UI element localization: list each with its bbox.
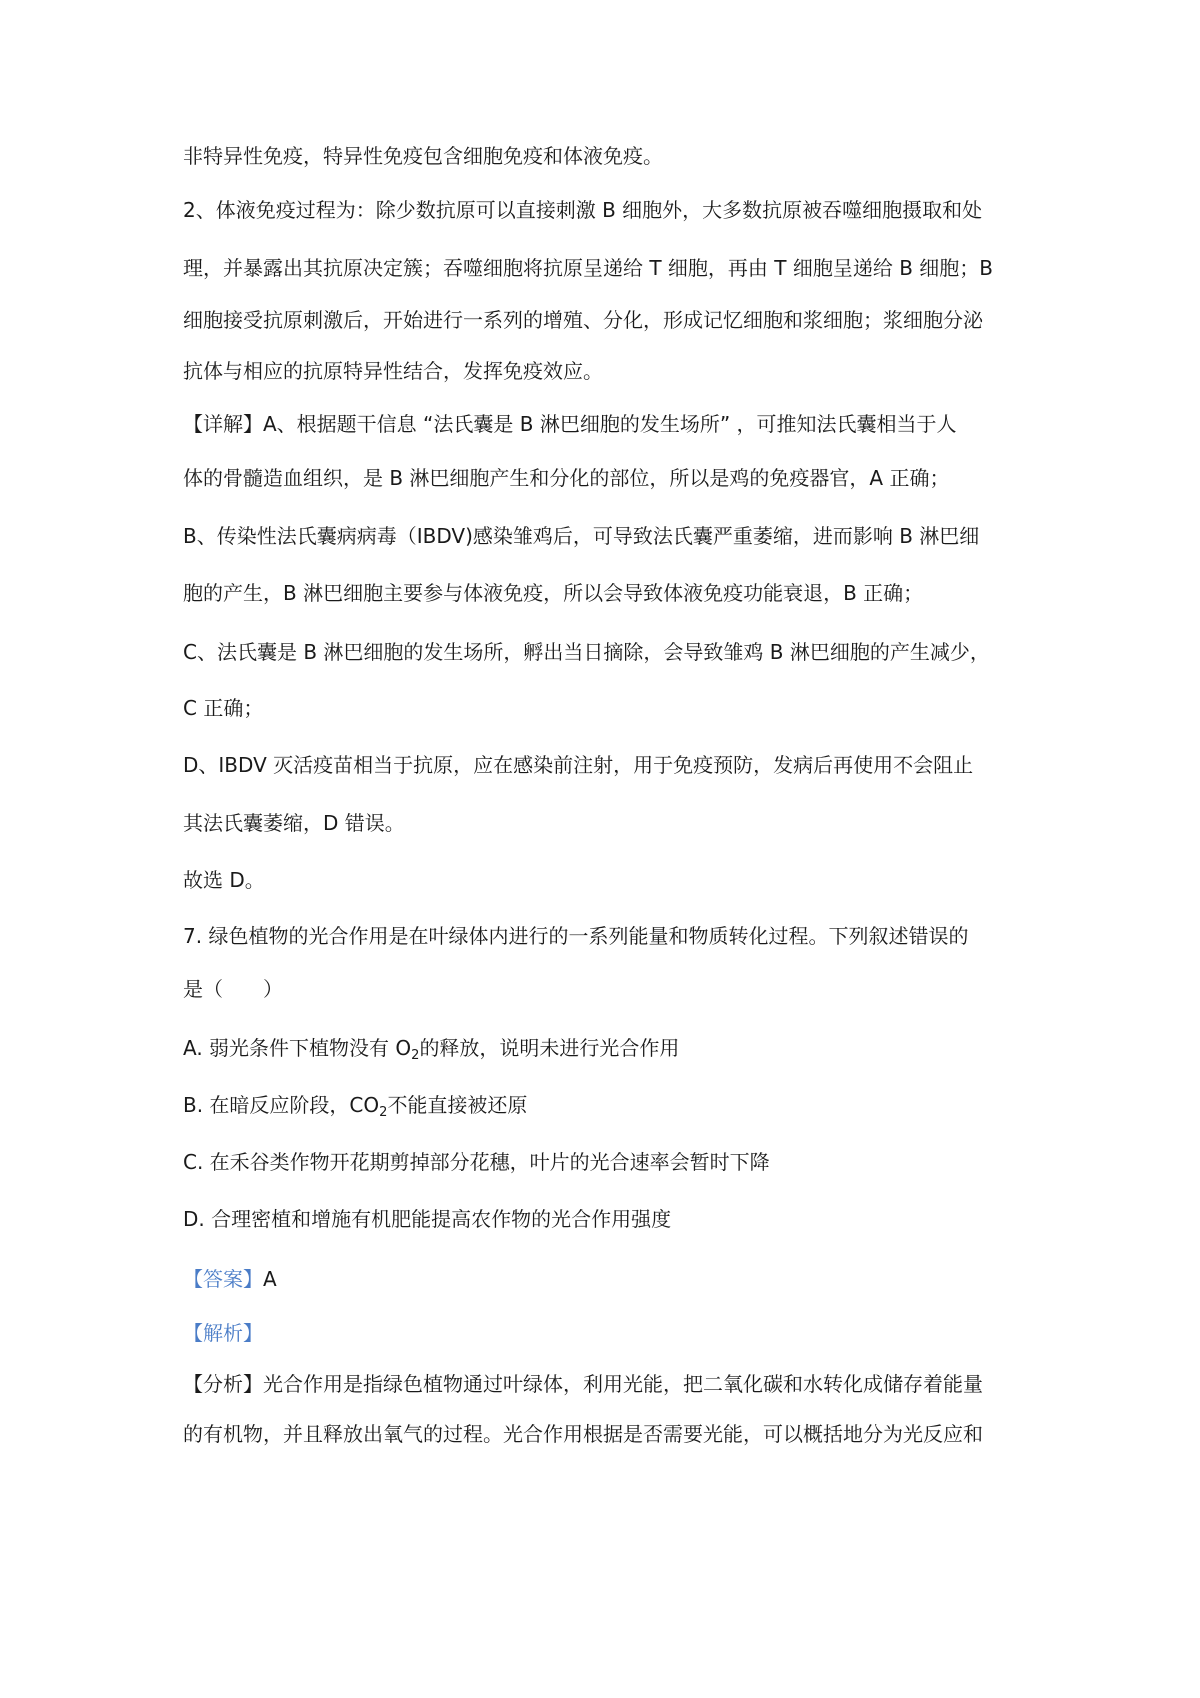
option-a: A. 弱光条件下植物没有 $O_2$的释放，说明未进行光合作用 <box>183 1036 680 1063</box>
option-b: B. 在暗反应阶段，$CO_2$不能直接被还原 <box>183 1093 528 1120</box>
text-line: 细胞接受抗原刺激后，开始进行一系列的增殖、分化，形成记忆细胞和浆细胞；浆细胞分泌 <box>183 308 983 332</box>
text-line: 故选 D。 <box>183 868 265 892</box>
option-d: D. 合理密植和增施有机肥能提高农作物的光合作用强度 <box>183 1207 672 1231</box>
analysis-tag: 【解析】 <box>183 1321 263 1345</box>
text-line: 【详解】A、根据题干信息 “法氏囊是 B 淋巴细胞的发生场所” ，可推知法氏囊相当于人 <box>183 412 957 436</box>
text-line: 体的骨髓造血组织，是 B 淋巴细胞产生和分化的部位，所以是鸡的免疫器官，A 正确； <box>183 466 950 490</box>
text-line: 其法氏囊萎缩，D 错误。 <box>183 811 405 835</box>
text-line: D、IBDV 灭活疫苗相当于抗原，应在感染前注射，用于免疫预防，发病后再使用不会阻止 <box>183 753 974 777</box>
text-line: 非特异性免疫，特异性免疫包含细胞免疫和体液免疫。 <box>183 144 663 168</box>
question-stem: 7. 绿色植物的光合作用是在叶绿体内进行的一系列能量和物质转化过程。下列叙述错误的 <box>183 924 969 948</box>
answer-tag: 【答案】 <box>183 1267 263 1291</box>
option-c: C. 在禾谷类作物开花期剪掉部分花穗，叶片的光合速率会暂时下降 <box>183 1150 770 1174</box>
text-line: C 正确； <box>183 696 264 720</box>
text-line: 【分析】光合作用是指绿色植物通过叶绿体，利用光能，把二氧化碳和水转化成储存着能量 <box>183 1372 983 1396</box>
text-line: C、法氏囊是 B 淋巴细胞的发生场所，孵出当日摘除，会导致雏鸡 B 淋巴细胞的产生减少， <box>183 640 990 664</box>
text-line: 的有机物，并且释放出氧气的过程。光合作用根据是否需要光能，可以概括地分为光反应和 <box>183 1422 983 1446</box>
question-stem: 是（ ） <box>183 977 283 1001</box>
answer-line <box>183 1265 277 1293</box>
text-line: 抗体与相应的抗原特异性结合，发挥免疫效应。 <box>183 359 603 383</box>
text-line: B、传染性法氏囊病病毒（IBDV)感染雏鸡后，可导致法氏囊严重萎缩，进而影响 B 淋巴细 <box>183 524 980 548</box>
text-line: 2、体液免疫过程为：除少数抗原可以直接刺激 B 细胞外，大多数抗原被吞噬细胞摄取和处 <box>183 198 983 222</box>
text-line: 胞的产生，B 淋巴细胞主要参与体液免疫，所以会导致体液免疫功能衰退，B 正确； <box>183 581 924 605</box>
text-line: 理，并暴露出其抗原决定簇；吞噬细胞将抗原呈递给 T 细胞，再由 T 细胞呈递给 B 细胞；B <box>183 256 994 280</box>
answer-value: A <box>263 1267 277 1291</box>
